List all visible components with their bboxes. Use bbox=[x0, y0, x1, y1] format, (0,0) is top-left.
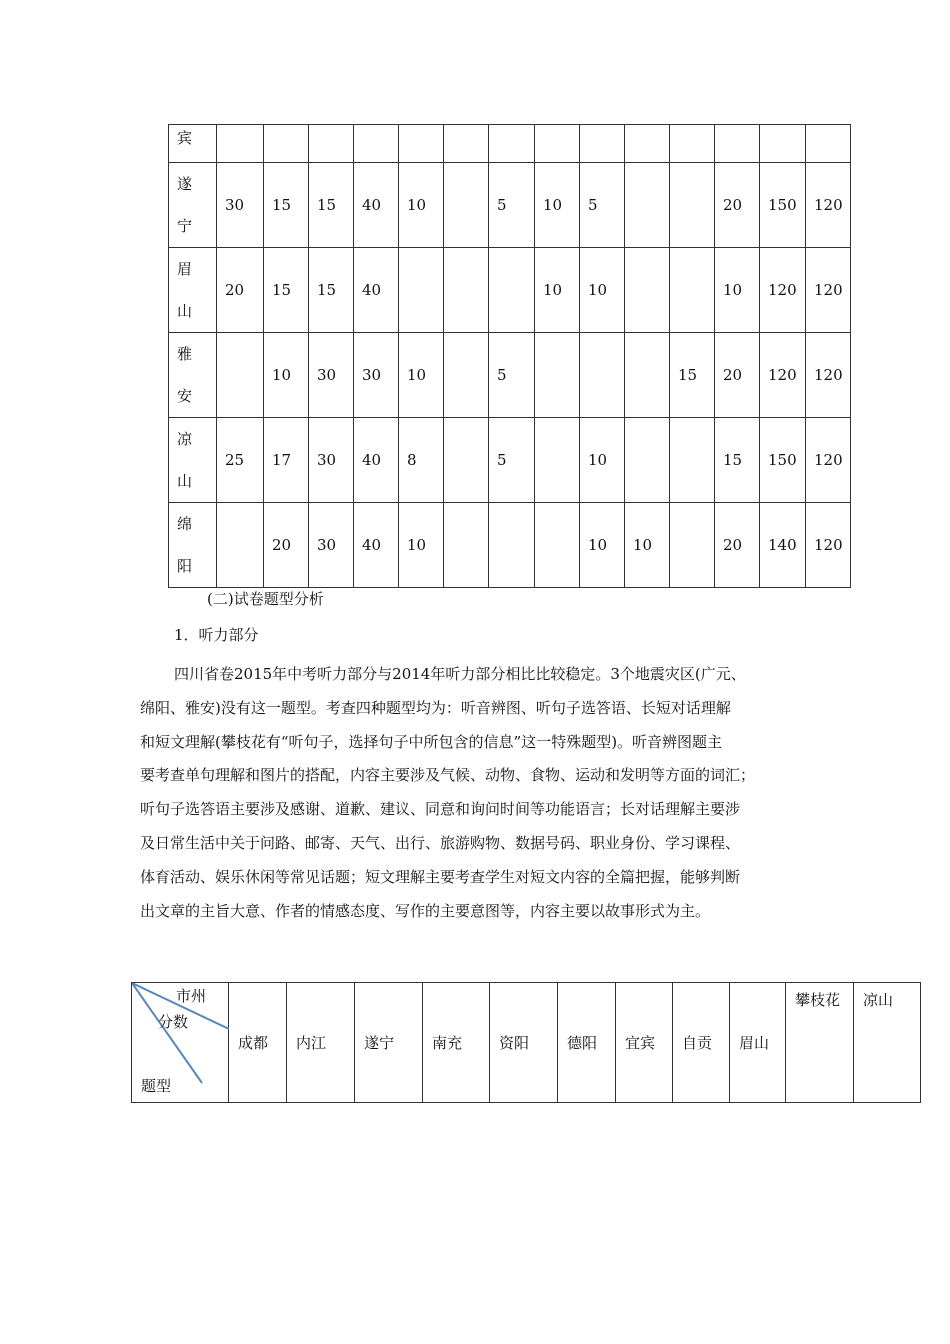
score-cell: 30 bbox=[309, 503, 354, 588]
score-cell: 40 bbox=[354, 163, 399, 248]
score-cell: 17 bbox=[264, 418, 309, 503]
score-cell bbox=[217, 333, 264, 418]
score-cell bbox=[625, 333, 670, 418]
score-cell bbox=[715, 125, 760, 163]
score-cell: 10 bbox=[399, 333, 444, 418]
score-cell bbox=[309, 125, 354, 163]
paragraph-line: 要考查单句理解和图片的搭配，内容主要涉及气候、动物、食物、运动和发明等方面的词汇； bbox=[140, 766, 756, 785]
score-cell bbox=[535, 333, 580, 418]
score-cell: 10 bbox=[399, 503, 444, 588]
score-cell bbox=[217, 125, 264, 163]
city-header-cell: 凉山 bbox=[854, 983, 921, 1103]
city-header-cell: 内江 bbox=[287, 983, 355, 1103]
score-cell: 40 bbox=[354, 418, 399, 503]
score-cell: 15 bbox=[670, 333, 715, 418]
corner-label-score: 分数 bbox=[158, 1013, 189, 1031]
city-cell bbox=[169, 418, 217, 503]
corner-label-type: 题型 bbox=[141, 1077, 172, 1095]
paragraph-line: 听句子选答语主要涉及感谢、道歉、建议、同意和询问时间等功能语言；长对话理解主要涉 bbox=[140, 800, 741, 819]
score-cell: 15 bbox=[264, 163, 309, 248]
score-cell: 30 bbox=[217, 163, 264, 248]
city-char: 山 bbox=[177, 472, 193, 490]
score-cell bbox=[354, 125, 399, 163]
score-cell: 5 bbox=[489, 163, 535, 248]
table-row bbox=[169, 248, 851, 333]
score-cell: 150 bbox=[760, 418, 806, 503]
score-cell bbox=[670, 418, 715, 503]
score-cell bbox=[489, 125, 535, 163]
section-heading: (二)试卷题型分析 bbox=[207, 590, 324, 608]
score-cell: 5 bbox=[580, 163, 625, 248]
table-row bbox=[169, 418, 851, 503]
score-cell bbox=[625, 125, 670, 163]
score-cell bbox=[444, 503, 489, 588]
score-cell: 5 bbox=[489, 418, 535, 503]
score-cell: 20 bbox=[715, 333, 760, 418]
score-cell bbox=[444, 333, 489, 418]
paragraph-line: 出文章的主旨大意、作者的情感态度、写作的主要意图等，内容主要以故事形式为主。 bbox=[140, 901, 711, 920]
score-cell bbox=[535, 418, 580, 503]
score-cell bbox=[580, 333, 625, 418]
score-cell bbox=[444, 163, 489, 248]
score-cell bbox=[806, 125, 851, 163]
score-cell bbox=[625, 418, 670, 503]
score-cell: 120 bbox=[760, 248, 806, 333]
city-header-cell: 眉山 bbox=[730, 983, 786, 1103]
table-row bbox=[169, 125, 851, 163]
score-cell: 140 bbox=[760, 503, 806, 588]
city-header-cell: 遂宁 bbox=[355, 983, 423, 1103]
table-row bbox=[169, 503, 851, 588]
score-cell: 25 bbox=[217, 418, 264, 503]
score-cell: 10 bbox=[625, 503, 670, 588]
score-cell bbox=[580, 125, 625, 163]
paragraph bbox=[140, 658, 840, 928]
score-cell bbox=[444, 125, 489, 163]
question-type-table bbox=[131, 982, 921, 1103]
score-cell: 150 bbox=[760, 163, 806, 248]
city-header-cell: 自贡 bbox=[673, 983, 730, 1103]
score-cell bbox=[670, 248, 715, 333]
score-cell: 120 bbox=[760, 333, 806, 418]
city-cell bbox=[169, 248, 217, 333]
score-cell: 10 bbox=[580, 503, 625, 588]
city-char: 宁 bbox=[177, 217, 193, 235]
paragraph-line: 绵阳、雅安)没有这一题型。考查四种题型均为：听音辨图、听句子选答语、长短对话理解 bbox=[140, 698, 731, 717]
score-cell: 10 bbox=[580, 248, 625, 333]
score-cell: 120 bbox=[806, 333, 851, 418]
paragraph-line: 和短文理解(攀枝花有“听句子，选择句子中所包含的信息”这一特殊题型)。听音辨图题主 bbox=[140, 732, 723, 751]
sub-heading: 1．听力部分 bbox=[174, 626, 259, 644]
score-cell: 20 bbox=[264, 503, 309, 588]
table-row bbox=[169, 163, 851, 248]
score-cell bbox=[264, 125, 309, 163]
city-header-cell: 资阳 bbox=[490, 983, 558, 1103]
corner-header-cell bbox=[132, 983, 229, 1103]
score-cell: 40 bbox=[354, 248, 399, 333]
score-cell: 15 bbox=[309, 163, 354, 248]
score-cell: 10 bbox=[580, 418, 625, 503]
city-header-cell: 德阳 bbox=[558, 983, 616, 1103]
score-cell bbox=[399, 125, 444, 163]
score-cell bbox=[444, 248, 489, 333]
score-cell bbox=[489, 503, 535, 588]
score-cell: 15 bbox=[715, 418, 760, 503]
city-char: 遂 bbox=[177, 175, 193, 193]
city-char: 宾 bbox=[177, 129, 193, 147]
score-cell: 20 bbox=[715, 503, 760, 588]
score-cell bbox=[670, 503, 715, 588]
city-char: 阳 bbox=[177, 557, 193, 575]
corner-label-city: 市州 bbox=[176, 987, 207, 1005]
score-cell: 20 bbox=[715, 163, 760, 248]
score-table bbox=[168, 124, 851, 588]
score-cell: 30 bbox=[309, 333, 354, 418]
score-cell: 30 bbox=[354, 333, 399, 418]
score-cell: 10 bbox=[399, 163, 444, 248]
city-cell bbox=[169, 163, 217, 248]
score-cell bbox=[625, 248, 670, 333]
score-cell: 8 bbox=[399, 418, 444, 503]
paragraph-line: 及日常生活中关于问路、邮寄、天气、出行、旅游购物、数据号码、职业身份、学习课程、 bbox=[140, 833, 741, 852]
city-char: 雅 bbox=[177, 345, 193, 363]
score-cell: 15 bbox=[264, 248, 309, 333]
city-char: 绵 bbox=[177, 515, 193, 533]
city-cell bbox=[169, 333, 217, 418]
table-row bbox=[169, 333, 851, 418]
score-cell: 120 bbox=[806, 503, 851, 588]
city-header-cell: 成都 bbox=[229, 983, 287, 1103]
city-char: 安 bbox=[177, 387, 193, 405]
city-header-cell: 攀枝花 bbox=[786, 983, 854, 1103]
city-cell bbox=[169, 503, 217, 588]
score-cell bbox=[535, 125, 580, 163]
score-cell bbox=[489, 248, 535, 333]
score-cell: 10 bbox=[264, 333, 309, 418]
score-cell bbox=[760, 125, 806, 163]
score-cell: 15 bbox=[309, 248, 354, 333]
score-cell: 10 bbox=[715, 248, 760, 333]
score-cell: 120 bbox=[806, 248, 851, 333]
paragraph-line: 四川省卷2015年中考听力部分与2014年听力部分相比比较稳定。3个地震灾区(广元、 bbox=[174, 665, 746, 683]
score-cell: 10 bbox=[535, 163, 580, 248]
score-cell bbox=[670, 125, 715, 163]
score-cell: 10 bbox=[535, 248, 580, 333]
city-header-cell: 南充 bbox=[423, 983, 490, 1103]
score-cell bbox=[670, 163, 715, 248]
city-cell bbox=[169, 125, 217, 163]
city-char: 山 bbox=[177, 302, 193, 320]
score-cell bbox=[399, 248, 444, 333]
score-cell: 120 bbox=[806, 163, 851, 248]
city-char: 凉 bbox=[177, 430, 193, 448]
city-header-cell: 宜宾 bbox=[616, 983, 673, 1103]
score-cell bbox=[217, 503, 264, 588]
city-char: 眉 bbox=[177, 260, 193, 278]
score-cell: 30 bbox=[309, 418, 354, 503]
score-cell bbox=[535, 503, 580, 588]
score-cell: 5 bbox=[489, 333, 535, 418]
score-cell: 40 bbox=[354, 503, 399, 588]
score-cell bbox=[444, 418, 489, 503]
score-cell: 120 bbox=[806, 418, 851, 503]
score-cell: 20 bbox=[217, 248, 264, 333]
score-cell bbox=[625, 163, 670, 248]
paragraph-line: 体育活动、娱乐休闲等常见话题；短文理解主要考查学生对短文内容的全篇把握，能够判断 bbox=[140, 867, 741, 886]
